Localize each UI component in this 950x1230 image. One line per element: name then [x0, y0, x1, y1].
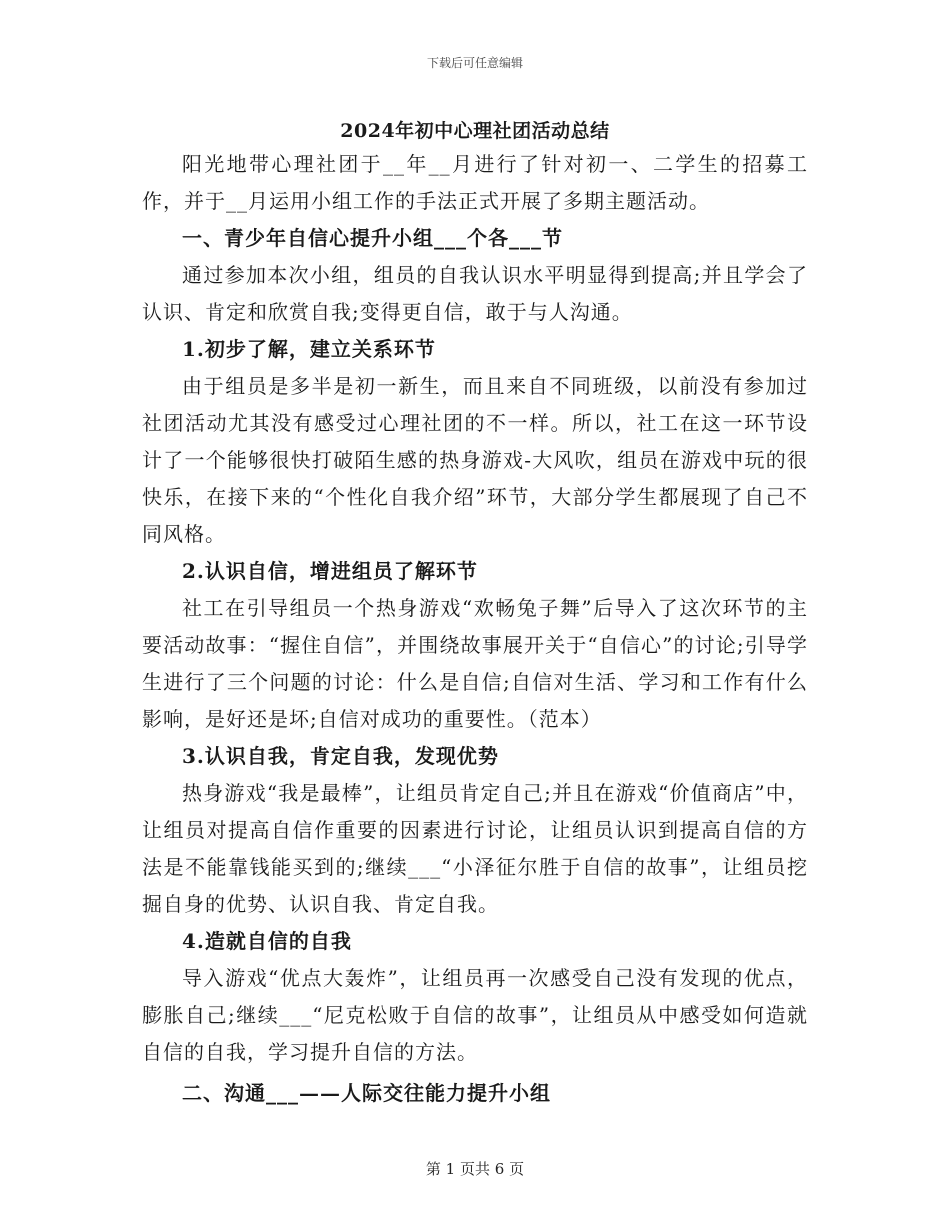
page-footer: 第 1 页共 6 页	[425, 1160, 525, 1178]
section-summary-1: 通过参加本次小组，组员的自我认识水平明显得到提高;并且学会了认识、肯定和欣赏自我;变得更自信，敢于与人沟通。	[142, 263, 808, 324]
intro-paragraph: 阳光地带心理社团于__年__月进行了针对初一、二学生的招募工作，并于__月运用小组工作的手法正式开展了多期主题活动。	[142, 152, 808, 213]
subsection-text-3: 热身游戏“我是最棒”，让组员肯定自己;并且在游戏“价值商店”中，让组员对提高自信作重要的因素进行讨论，让组员认识到提高自信的方法是不能靠钱能买到的;继续___“小泽征尔胜于自信的故事”，让组员挖掘自身的优势、认识自我、肯定自我。	[142, 781, 808, 916]
subsection-text-4: 导入游戏“优点大轰炸”，让组员再一次感受自己没有发现的优点，膨胀自己;继续___“尼克松败于自信的故事”，让组员从中感受如何造就自信的自我，学习提升自信的方法。	[142, 966, 808, 1064]
subsection-heading-1: 1.初步了解，建立关系环节	[182, 337, 436, 361]
subsection-heading-2: 2.认识自信，增进组员了解环节	[182, 559, 478, 583]
document-body	[142, 146, 808, 1112]
subsection-text-1: 由于组员是多半是初一新生，而且来自不同班级，以前没有参加过社团活动尤其没有感受过心理社团的不一样。所以，社工在这一环节设计了一个能够很快打破陌生感的热身游戏-大风吹，组员在游戏中玩的很快乐，在接下来的“个性化自我介绍”环节，大部分学生都展现了自己不同风格。	[142, 374, 808, 546]
subsection-heading-4: 4.造就自信的自我	[182, 929, 352, 953]
header-note: 下载后可任意编辑	[426, 56, 523, 70]
subsection-heading-3: 3.认识自我，肯定自我，发现优势	[182, 744, 499, 768]
section-heading-2: 二、沟通___——人际交往能力提升小组	[182, 1081, 551, 1105]
subsection-text-2: 社工在引导组员一个热身游戏“欢畅兔子舞”后导入了这次环节的主要活动故事：“握住自信”，并围绕故事展开关于“自信心”的讨论;引导学生进行了三个问题的讨论：什么是自信;自信对生活、学习和工作有什么影响，是好还是坏;自信对成功的重要性。（范本）	[142, 596, 808, 731]
section-heading-1: 一、青少年自信心提升小组___个各___节	[182, 226, 563, 250]
document-title: 2024年初中心理社团活动总结	[340, 120, 610, 142]
